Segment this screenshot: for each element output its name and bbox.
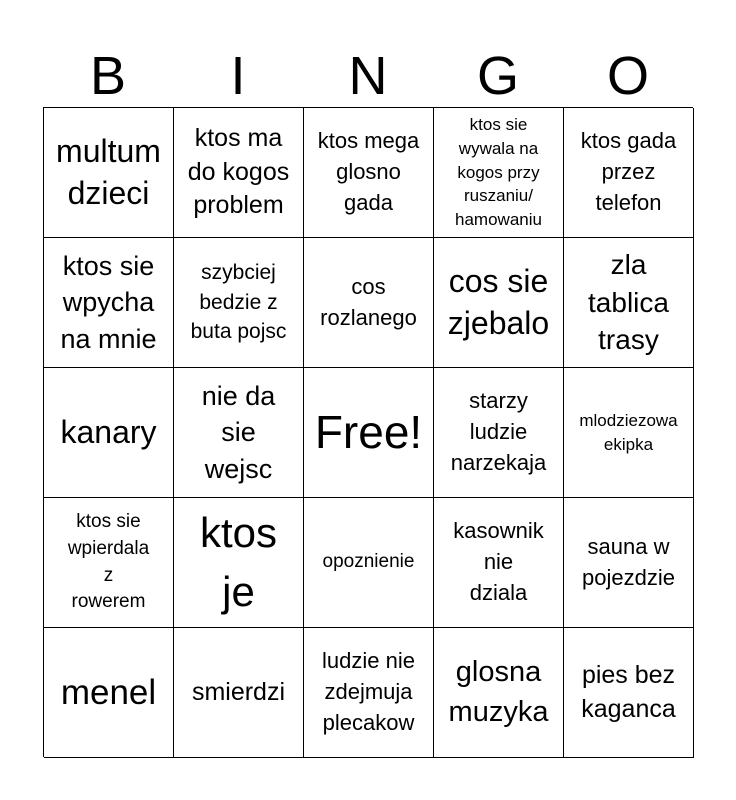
cell-text: sauna w pojezdzie <box>582 533 675 590</box>
free-space: Free! <box>314 405 423 458</box>
cell-text: nie da sie wejsc <box>201 380 276 484</box>
bingo-cell-2-2[interactable] <box>174 238 304 368</box>
cell-text: opoznienie <box>322 551 415 573</box>
cell-text: multum dzieci <box>56 132 161 211</box>
bingo-cell-5-1[interactable] <box>44 628 174 758</box>
bingo-cell-3-3[interactable] <box>304 368 434 498</box>
bingo-cell-4-2[interactable] <box>174 498 304 628</box>
cell-text: ktos mega glosno gada <box>317 128 420 215</box>
cell-text: kasownik nie dziala <box>453 518 544 605</box>
bingo-cell-2-3[interactable] <box>304 238 434 368</box>
cell-text: ktos sie wpierdala z rowerem <box>67 511 150 613</box>
header-letter-g: G <box>476 46 519 106</box>
bingo-cell-5-4[interactable] <box>434 628 564 758</box>
cell-text: cos rozlanego <box>320 273 417 330</box>
bingo-cell-1-1[interactable] <box>44 108 174 238</box>
cell-text: cos sie zjebalo <box>447 262 550 341</box>
cell-text: kanary <box>60 413 157 450</box>
bingo-cell-4-4[interactable] <box>434 498 564 628</box>
bingo-cell-1-3[interactable] <box>304 108 434 238</box>
cell-text: starzy ludzie narzekaja <box>450 388 547 475</box>
bingo-cell-4-1[interactable] <box>44 498 174 628</box>
header-letter-i: I <box>230 46 246 106</box>
cell-text: szybciej bedzie z buta pojsc <box>190 261 287 344</box>
bingo-cell-4-3[interactable] <box>304 498 434 628</box>
cell-text: menel <box>60 672 157 712</box>
bingo-cell-3-1[interactable] <box>44 368 174 498</box>
bingo-cell-4-5[interactable] <box>564 498 694 628</box>
header-letter-o: O <box>606 46 649 106</box>
header-letter-b: B <box>89 46 127 106</box>
bingo-cell-5-2[interactable] <box>174 628 304 758</box>
cell-text: ktos sie wpycha na mnie <box>60 250 157 354</box>
bingo-cell-1-5[interactable] <box>564 108 694 238</box>
bingo-cell-3-5[interactable] <box>564 368 694 498</box>
bingo-cell-3-4[interactable] <box>434 368 564 498</box>
bingo-header <box>43 44 693 108</box>
cell-text: ktos ma do kogos problem <box>187 123 290 220</box>
bingo-grid <box>43 107 693 757</box>
cell-text: smierdzi <box>191 677 286 706</box>
bingo-cell-2-5[interactable] <box>564 238 694 368</box>
cell-text: glosna muzyka <box>448 656 549 728</box>
bingo-cell-3-2[interactable] <box>174 368 304 498</box>
bingo-cell-5-5[interactable] <box>564 628 694 758</box>
bingo-cell-1-4[interactable] <box>434 108 564 238</box>
cell-text: ktos sie wywala na kogos przy ruszaniu/ hamowaniu <box>455 115 542 230</box>
cell-text: ktos je <box>199 508 278 615</box>
cell-text: ludzie nie zdejmuja plecakow <box>322 648 415 735</box>
bingo-cell-2-4[interactable] <box>434 238 564 368</box>
cell-text: ktos gada przez telefon <box>580 128 677 215</box>
cell-text: mlodziezowa ekipka <box>579 410 678 454</box>
bingo-cell-1-2[interactable] <box>174 108 304 238</box>
header-letter-n: N <box>348 46 388 106</box>
bingo-cell-2-1[interactable] <box>44 238 174 368</box>
cell-text: zla tablica trasy <box>588 248 669 356</box>
bingo-cell-5-3[interactable] <box>304 628 434 758</box>
cell-text: pies bez kaganca <box>581 660 676 723</box>
